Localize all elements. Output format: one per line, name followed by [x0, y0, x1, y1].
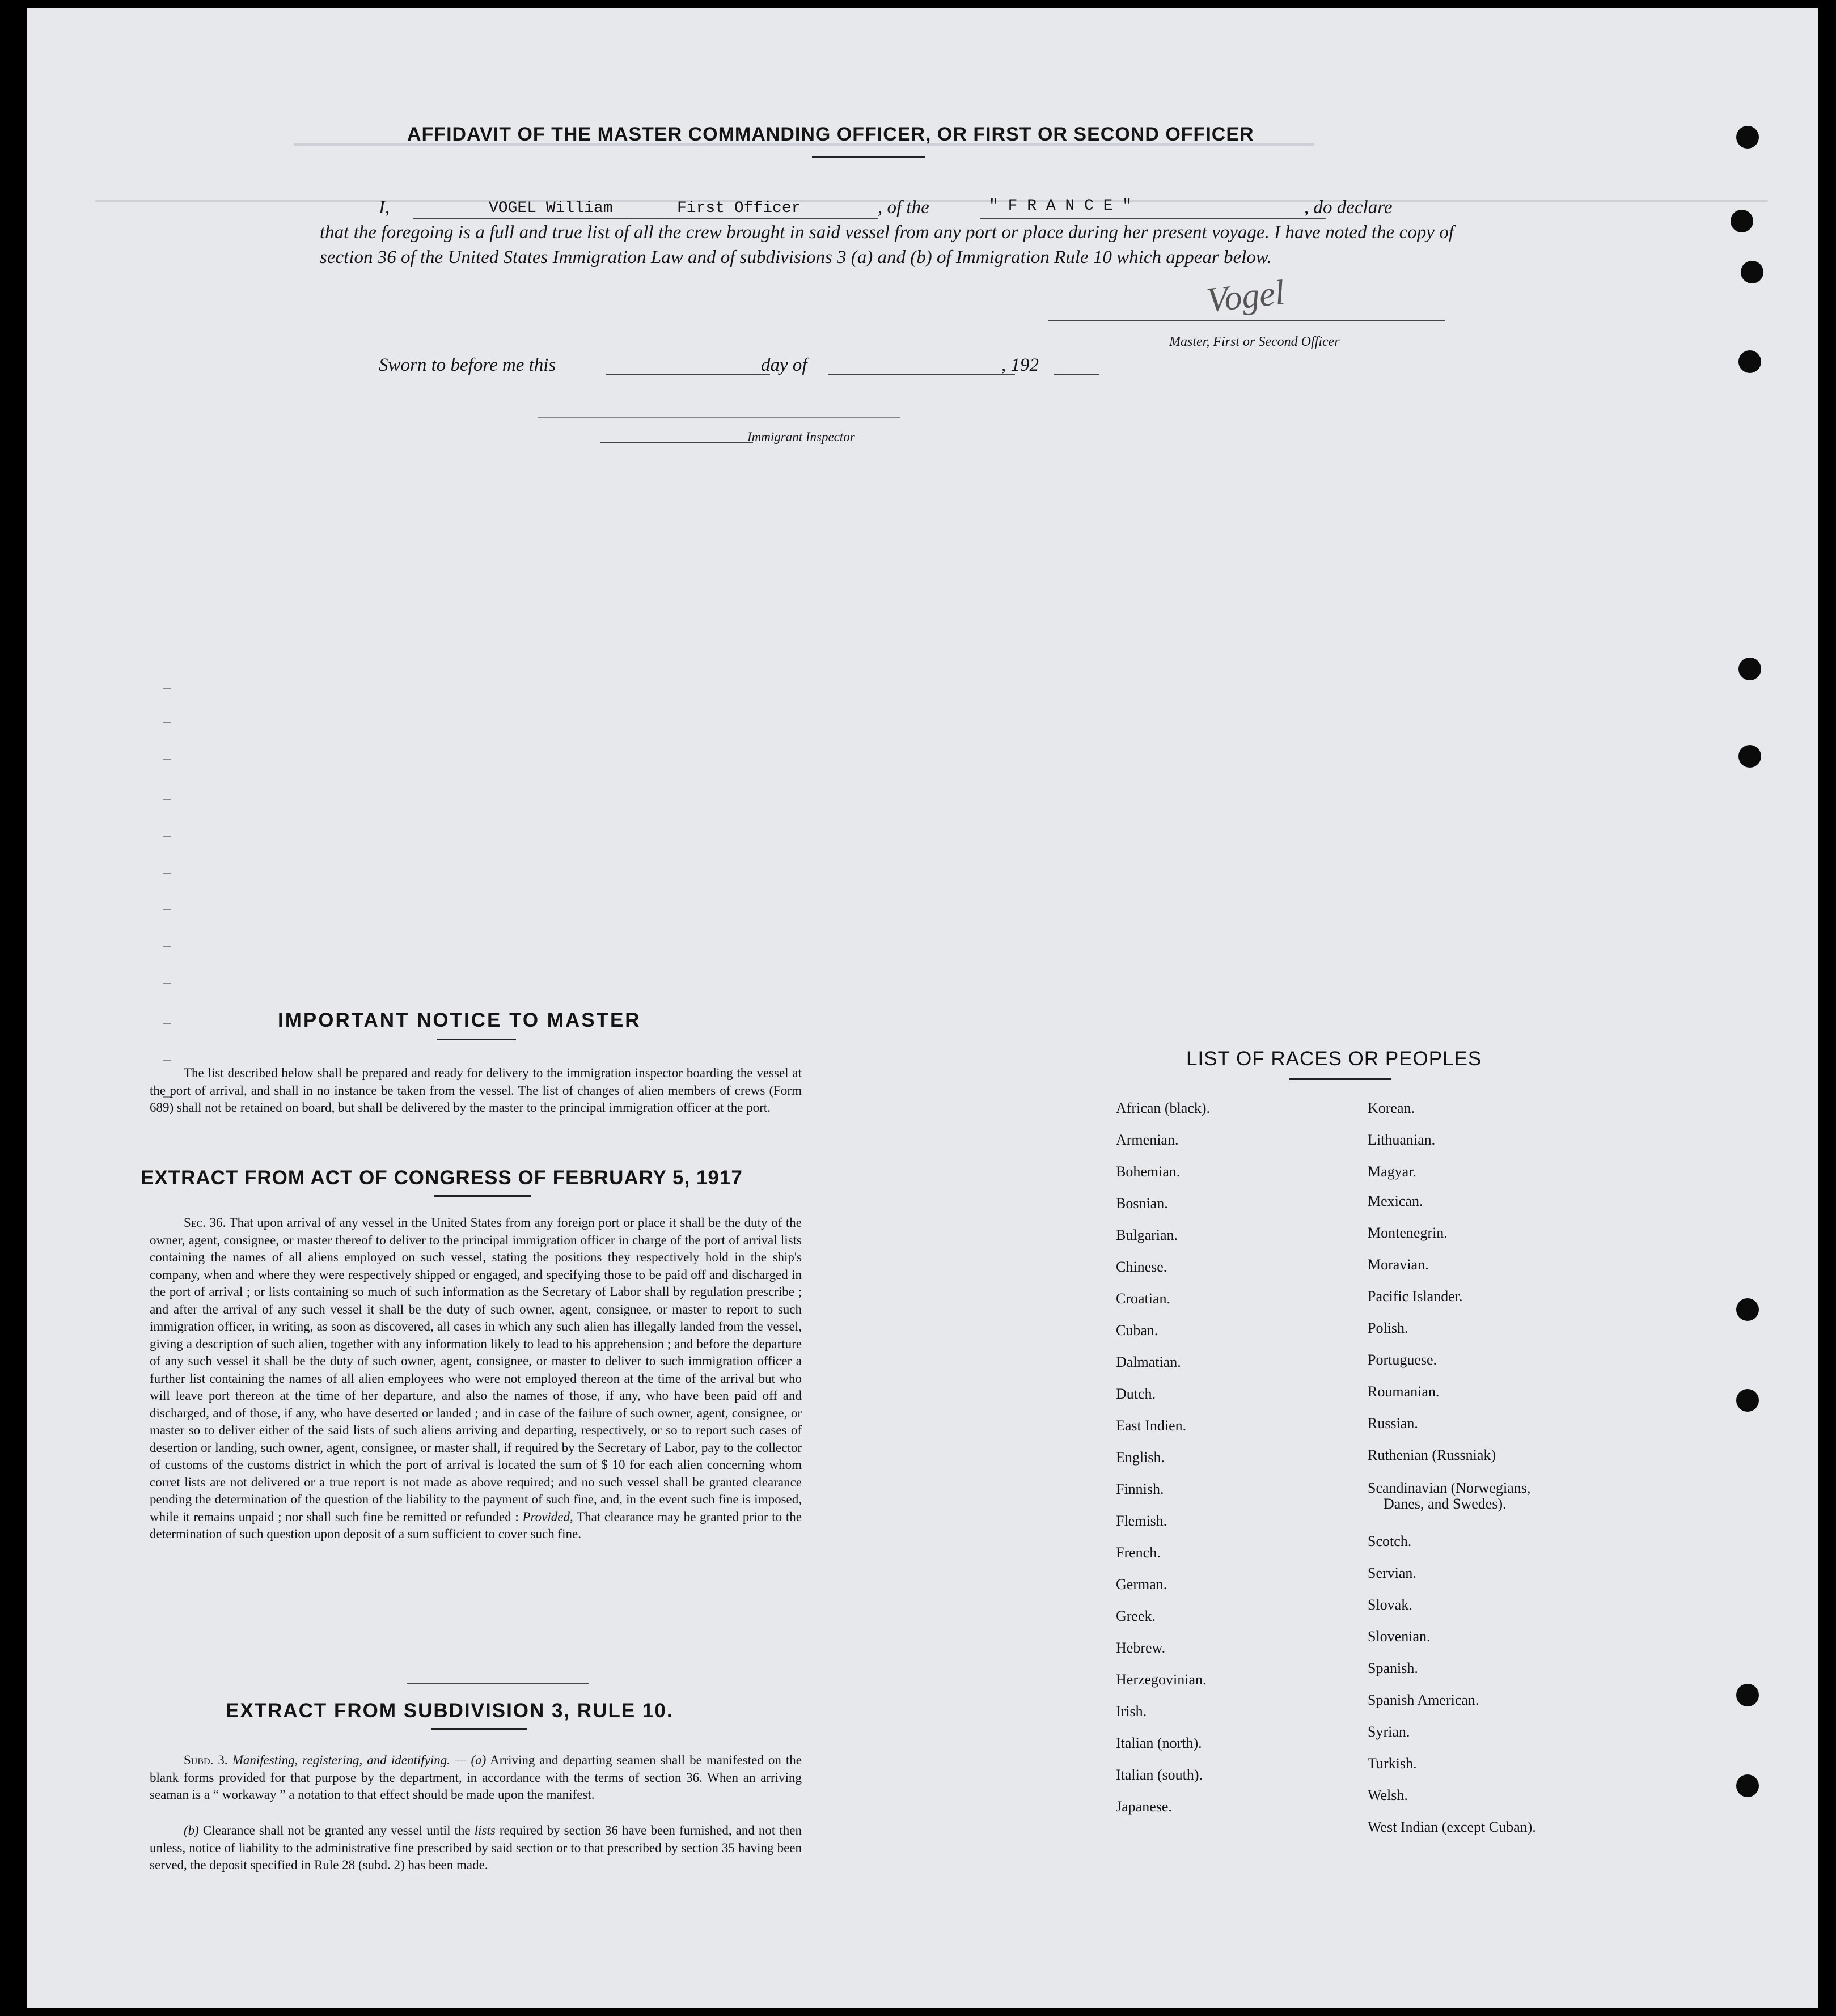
race-right-item: Scandinavian (Norwegians,	[1368, 1480, 1531, 1496]
race-right-item: West Indian (except Cuban).	[1368, 1819, 1536, 1835]
race-right-item: Slovak.	[1368, 1596, 1412, 1613]
race-left-item: African (black).	[1116, 1100, 1211, 1116]
race-right-item: Portuguese.	[1368, 1352, 1437, 1368]
margin-tick	[163, 873, 171, 874]
race-left-item: Flemish.	[1116, 1513, 1167, 1529]
document-page	[27, 8, 1818, 2008]
year-label: , 192	[1001, 355, 1039, 375]
races-title: LIST OF RACES OR PEOPLES	[1186, 1048, 1482, 1070]
day-of-label: day of	[761, 355, 807, 375]
race-left-item: Bosnian.	[1116, 1195, 1168, 1212]
punch-hole	[1736, 1389, 1759, 1412]
rule-subd-text	[150, 1752, 802, 1804]
punch-hole	[1736, 1684, 1759, 1706]
margin-tick	[163, 799, 171, 800]
sec-label: Sec. 36.	[184, 1215, 226, 1230]
punch-hole	[1741, 261, 1763, 283]
race-right-item: Turkish.	[1368, 1755, 1417, 1772]
race-left-item: Irish.	[1116, 1703, 1147, 1719]
race-right-item: Roumanian.	[1368, 1383, 1440, 1400]
of-the-label: , of the	[878, 197, 929, 218]
race-left-item: Croatian.	[1116, 1290, 1171, 1307]
margin-tick	[163, 759, 171, 760]
notice-text: The list described below shall be prepared and ready for delivery to the immigration inspector boarding the vessel at the port of arrival, and shall in no instance be taken from the vessel. The list of changes of alien members of crews (Form 689) shall not be retained on board, but shall be delivered by the master to the principal immigration officer at the port.	[150, 1066, 802, 1115]
race-left-item: Armenian.	[1116, 1132, 1179, 1148]
punch-hole	[1738, 350, 1761, 373]
races-underline	[1289, 1078, 1391, 1080]
b-body-2: required by section 36 have been furnished, and not then unless, notice of liability to the administrative fine prescribed by said section or to that prescribed by section 35 having been served, the deposit specified in Rule 28 (subd. 2) has been made.	[150, 1823, 802, 1872]
name-blank-line	[413, 218, 878, 219]
race-left-item: Japanese.	[1116, 1798, 1172, 1815]
race-left-item: Bulgarian.	[1116, 1227, 1178, 1243]
margin-tick	[163, 909, 171, 910]
race-left-item: Hebrew.	[1116, 1640, 1166, 1656]
vessel-name: " F R A N C E "	[989, 197, 1132, 215]
subd-body: Arriving and departing seamen shall be manifested on the blank forms provided for that purpose by the department, in accordance with the terms of section 36. When an arriving seaman is a “ workaway ” a notation to that effect should be made upon the manifest.	[150, 1753, 802, 1802]
officer-signature: Vogel	[1204, 273, 1287, 320]
race-right-item: Magyar.	[1368, 1163, 1416, 1180]
race-left-item: German.	[1116, 1576, 1167, 1593]
race-right-item: Scotch.	[1368, 1533, 1412, 1549]
race-left-item: English.	[1116, 1449, 1165, 1466]
sworn-month-line	[828, 374, 1015, 375]
race-right-item: Lithuanian.	[1368, 1132, 1436, 1148]
subd-heading: Manifesting, registering, and identifying. — (a)	[232, 1753, 487, 1767]
rule-title: EXTRACT FROM SUBDIVISION 3, RULE 10.	[226, 1700, 674, 1722]
punch-hole	[1736, 126, 1759, 149]
title-underline	[812, 156, 925, 158]
act-title: EXTRACT FROM ACT OF CONGRESS OF FEBRUARY 5, 1917	[141, 1167, 743, 1189]
b-body-1: Clearance shall not be granted any vessel until the	[202, 1823, 471, 1837]
margin-tick	[163, 836, 171, 837]
race-left-item: French.	[1116, 1544, 1161, 1561]
race-right-item: Polish.	[1368, 1320, 1408, 1336]
margin-tick	[163, 688, 171, 689]
provided-label: Provided,	[522, 1509, 573, 1524]
race-left-item: Dalmatian.	[1116, 1354, 1181, 1370]
rule-underline	[431, 1728, 527, 1730]
race-left-item: Italian (north).	[1116, 1735, 1202, 1751]
inspector-caption: Immigrant Inspector	[747, 430, 855, 444]
act-end-line	[407, 1683, 589, 1684]
race-right-item: Pacific Islander.	[1368, 1288, 1463, 1305]
race-left-item: Dutch.	[1116, 1386, 1156, 1402]
punch-hole	[1736, 1774, 1759, 1797]
affidavit-title: AFFIDAVIT OF THE MASTER COMMANDING OFFICER, OR FIRST OR SECOND OFFICER	[407, 124, 1254, 145]
race-left-item: East Indien.	[1116, 1417, 1187, 1434]
race-left-item: Chinese.	[1116, 1259, 1167, 1275]
race-right-item: Danes, and Swedes).	[1384, 1496, 1507, 1512]
punch-hole	[1731, 210, 1753, 232]
b-label: (b)	[184, 1823, 199, 1837]
race-left-item: Greek.	[1116, 1608, 1156, 1624]
rule-b-text	[150, 1822, 802, 1874]
race-right-item: Mexican.	[1368, 1193, 1423, 1209]
race-right-item: Spanish American.	[1368, 1692, 1479, 1708]
race-right-item: Servian.	[1368, 1565, 1416, 1581]
race-right-item: Ruthenian (Russniak)	[1368, 1447, 1496, 1463]
race-right-item: Spanish.	[1368, 1660, 1418, 1676]
act-underline	[434, 1195, 531, 1197]
sworn-label: Sworn to before me this	[379, 355, 556, 375]
race-right-item: Montenegrin.	[1368, 1225, 1448, 1241]
race-right-item: Korean.	[1368, 1100, 1415, 1116]
race-right-item: Russian.	[1368, 1415, 1418, 1431]
affidavit-i: I,	[379, 197, 390, 218]
race-left-item: Italian (south).	[1116, 1767, 1203, 1783]
act-text	[150, 1214, 802, 1543]
margin-tick	[163, 1023, 171, 1024]
margin-tick	[163, 1060, 171, 1061]
sec-body: That upon arrival of any vessel in the United States from any foreign port or place it shall be the duty of the owner, agent, consignee, or master thereof to deliver to the principal immigration officer in charge of the port of arrival lists containing the names of all aliens employed on such vessel, stating the positions they respectively hold in the ship's company, when and where they were respectively shipped or engaged, and specifying those to be paid off and discharged in the port of arrival ; or lists containing so much of such information as the Secretary of Labor shall by regulation prescribe ; and after the arrival of any such vessel it shall be the duty of such owner, agent, consignee, or master to report to such immigration officer, in writing, as soon as discovered, all cases in which any such alien has illegally landed from the vessel, giving a description of such alien, together with any information likely to lead to his apprehension ; and before the departure of any such vessel it shall be the duty of such owner, agent, consignee, or master to deliver to such immigration officer a further list containing the names of all alien employees who were not employed thereon at the time of the arrival but who will leave port thereon at the time of her departure, and also the names of those, if any, who have been paid off and discharged, and of those, if any, who have deserted or landed ; and in case of the failure of such owner, agent, consignee, or master so to deliver either of the said lists of such aliens arriving and departing, respectively, or so to report such cases of desertion or landing, such owner, agent, consignee, or master shall, if required by the Secretary of Labor, pay to the collector of customs of the customs district in which the port of arrival is located the sum of $ 10 for each alien concerning whom corret lists are not delivered or a true report is not made as above required; and no such vessel shall be granted clearance pending the determination of the question of the liability to the payment of such fine, and, in the event such fine is imposed, while it remains unpaid ; nor shall such fine be remitted or refunded :	[150, 1215, 802, 1524]
affidavit-body: that the foregoing is a full and true list of all the crew brought in said vessel from any port or place during her present voyage. I have noted the copy of section 36 of the United States Immigration Law and of subdivisions 3 (a) and (b) of Immigration Rule 10 which appear below.	[320, 222, 1454, 268]
sworn-year-line	[1054, 374, 1099, 375]
notice-title: IMPORTANT NOTICE TO MASTER	[278, 1009, 641, 1031]
race-right-item: Welsh.	[1368, 1787, 1408, 1803]
margin-tick	[163, 983, 171, 984]
race-left-item: Bohemian.	[1116, 1163, 1181, 1180]
punch-hole	[1738, 745, 1761, 768]
margin-tick	[163, 946, 171, 947]
notice-underline	[437, 1039, 516, 1040]
bleed-through-mark	[95, 200, 1768, 202]
margin-tick	[163, 722, 171, 723]
punch-hole	[1736, 1298, 1759, 1321]
race-right-item: Syrian.	[1368, 1723, 1410, 1740]
sworn-day-line	[606, 374, 770, 375]
inspector-line-2	[600, 442, 753, 443]
race-left-item: Herzegovinian.	[1116, 1671, 1207, 1688]
officer-name: VOGEL William	[489, 200, 613, 217]
race-right-item: Moravian.	[1368, 1256, 1429, 1273]
race-left-item: Cuban.	[1116, 1322, 1158, 1339]
race-right-item: Slovenian.	[1368, 1628, 1431, 1645]
race-left-item: Finnish.	[1116, 1481, 1164, 1497]
officer-rank: First Officer	[677, 200, 801, 217]
b-lists: lists	[474, 1823, 496, 1837]
punch-hole	[1738, 658, 1761, 680]
sec-body-end: That clearance may be granted prior to the determination of such question upon deposit of a sum sufficient to cover such fine.	[150, 1509, 802, 1541]
signature-line	[1048, 320, 1445, 321]
signature-caption: Master, First or Second Officer	[1169, 334, 1340, 349]
do-declare-label: , do declare	[1304, 197, 1393, 218]
inspector-line-1	[538, 417, 900, 418]
subd-label: Subd. 3.	[184, 1753, 228, 1767]
vessel-blank-line	[980, 218, 1326, 219]
